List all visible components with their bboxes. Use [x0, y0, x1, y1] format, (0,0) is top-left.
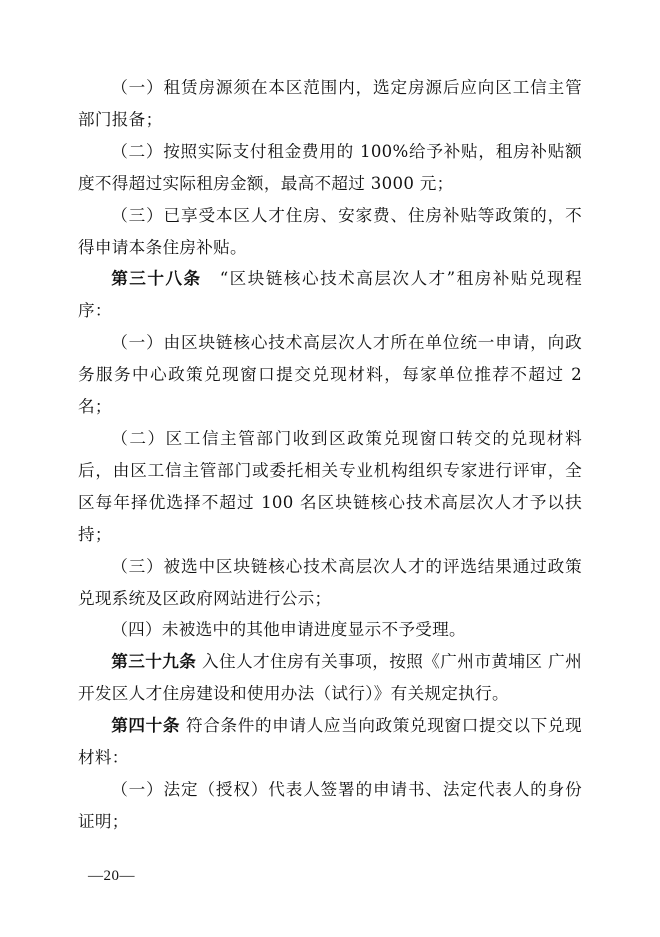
- paragraph-text: （二）区工信主管部门收到区政策兑现窗口转交的兑现材料后，由区工信主管部门或委托相关专业机构组织专家进行评审，全区每年择优选择不超过 100 名区块链核心技术高层次人才予以扶持；: [78, 428, 582, 544]
- paragraph-review: [78, 423, 582, 551]
- paragraph-text: （三）已享受本区人才住房、安家费、住房补贴等政策的，不得申请本条住房补贴。: [78, 205, 582, 257]
- document-body: [78, 72, 582, 838]
- paragraph-subsidy-amount: [78, 136, 582, 200]
- article-heading: 第三十八条: [111, 269, 202, 289]
- article-40: [78, 710, 582, 774]
- paragraph-lease-scope: [78, 72, 582, 136]
- paragraph-exclusion: [78, 200, 582, 264]
- paragraph-text: （一）由区块链核心技术高层次人才所在单位统一申请，向政务服务中心政策兑现窗口提交兑现材料，每家单位推荐不超过 2 名；: [78, 333, 582, 417]
- article-heading: 第四十条: [111, 716, 181, 736]
- paragraph-text: （一）法定（授权）代表人签署的申请书、法定代表人的身份证明；: [78, 779, 582, 831]
- paragraph-text: （二）按照实际支付租金费用的 100%给予补贴，租房补贴额度不得超过实际租房金额，最高不超过 3000 元；: [78, 141, 582, 193]
- paragraph-application: [78, 327, 582, 423]
- paragraph-publicity: [78, 551, 582, 615]
- article-39: [78, 646, 582, 710]
- paragraph-text: （一）租赁房源须在本区范围内，选定房源后应向区工信主管部门报备；: [78, 78, 582, 129]
- paragraph-application-form: [78, 774, 582, 838]
- paragraph-not-accepted: [78, 614, 582, 646]
- paragraph-text: （四）未被选中的其他申请进度显示不予受理。: [111, 620, 466, 640]
- article-38: [78, 263, 582, 327]
- page-number: —20—: [88, 868, 135, 884]
- paragraph-text: （三）被选中区块链核心技术高层次人才的评选结果通过政策兑现系统及区政府网站进行公示；: [78, 556, 582, 608]
- article-heading: 第三十九条: [111, 652, 197, 672]
- paragraph-text: 符合条件的申请人应当向政策兑现窗口提交以下兑现材料：: [78, 716, 582, 768]
- paragraph-text: 入住人才住房有关事项，按照《广州市黄埔区 广州开发区人才住房建设和使用办法（试行）》有关规定执行。: [78, 652, 583, 704]
- paragraph-text: “区块链核心技术高层次人才”租房补贴兑现程序：: [78, 269, 582, 321]
